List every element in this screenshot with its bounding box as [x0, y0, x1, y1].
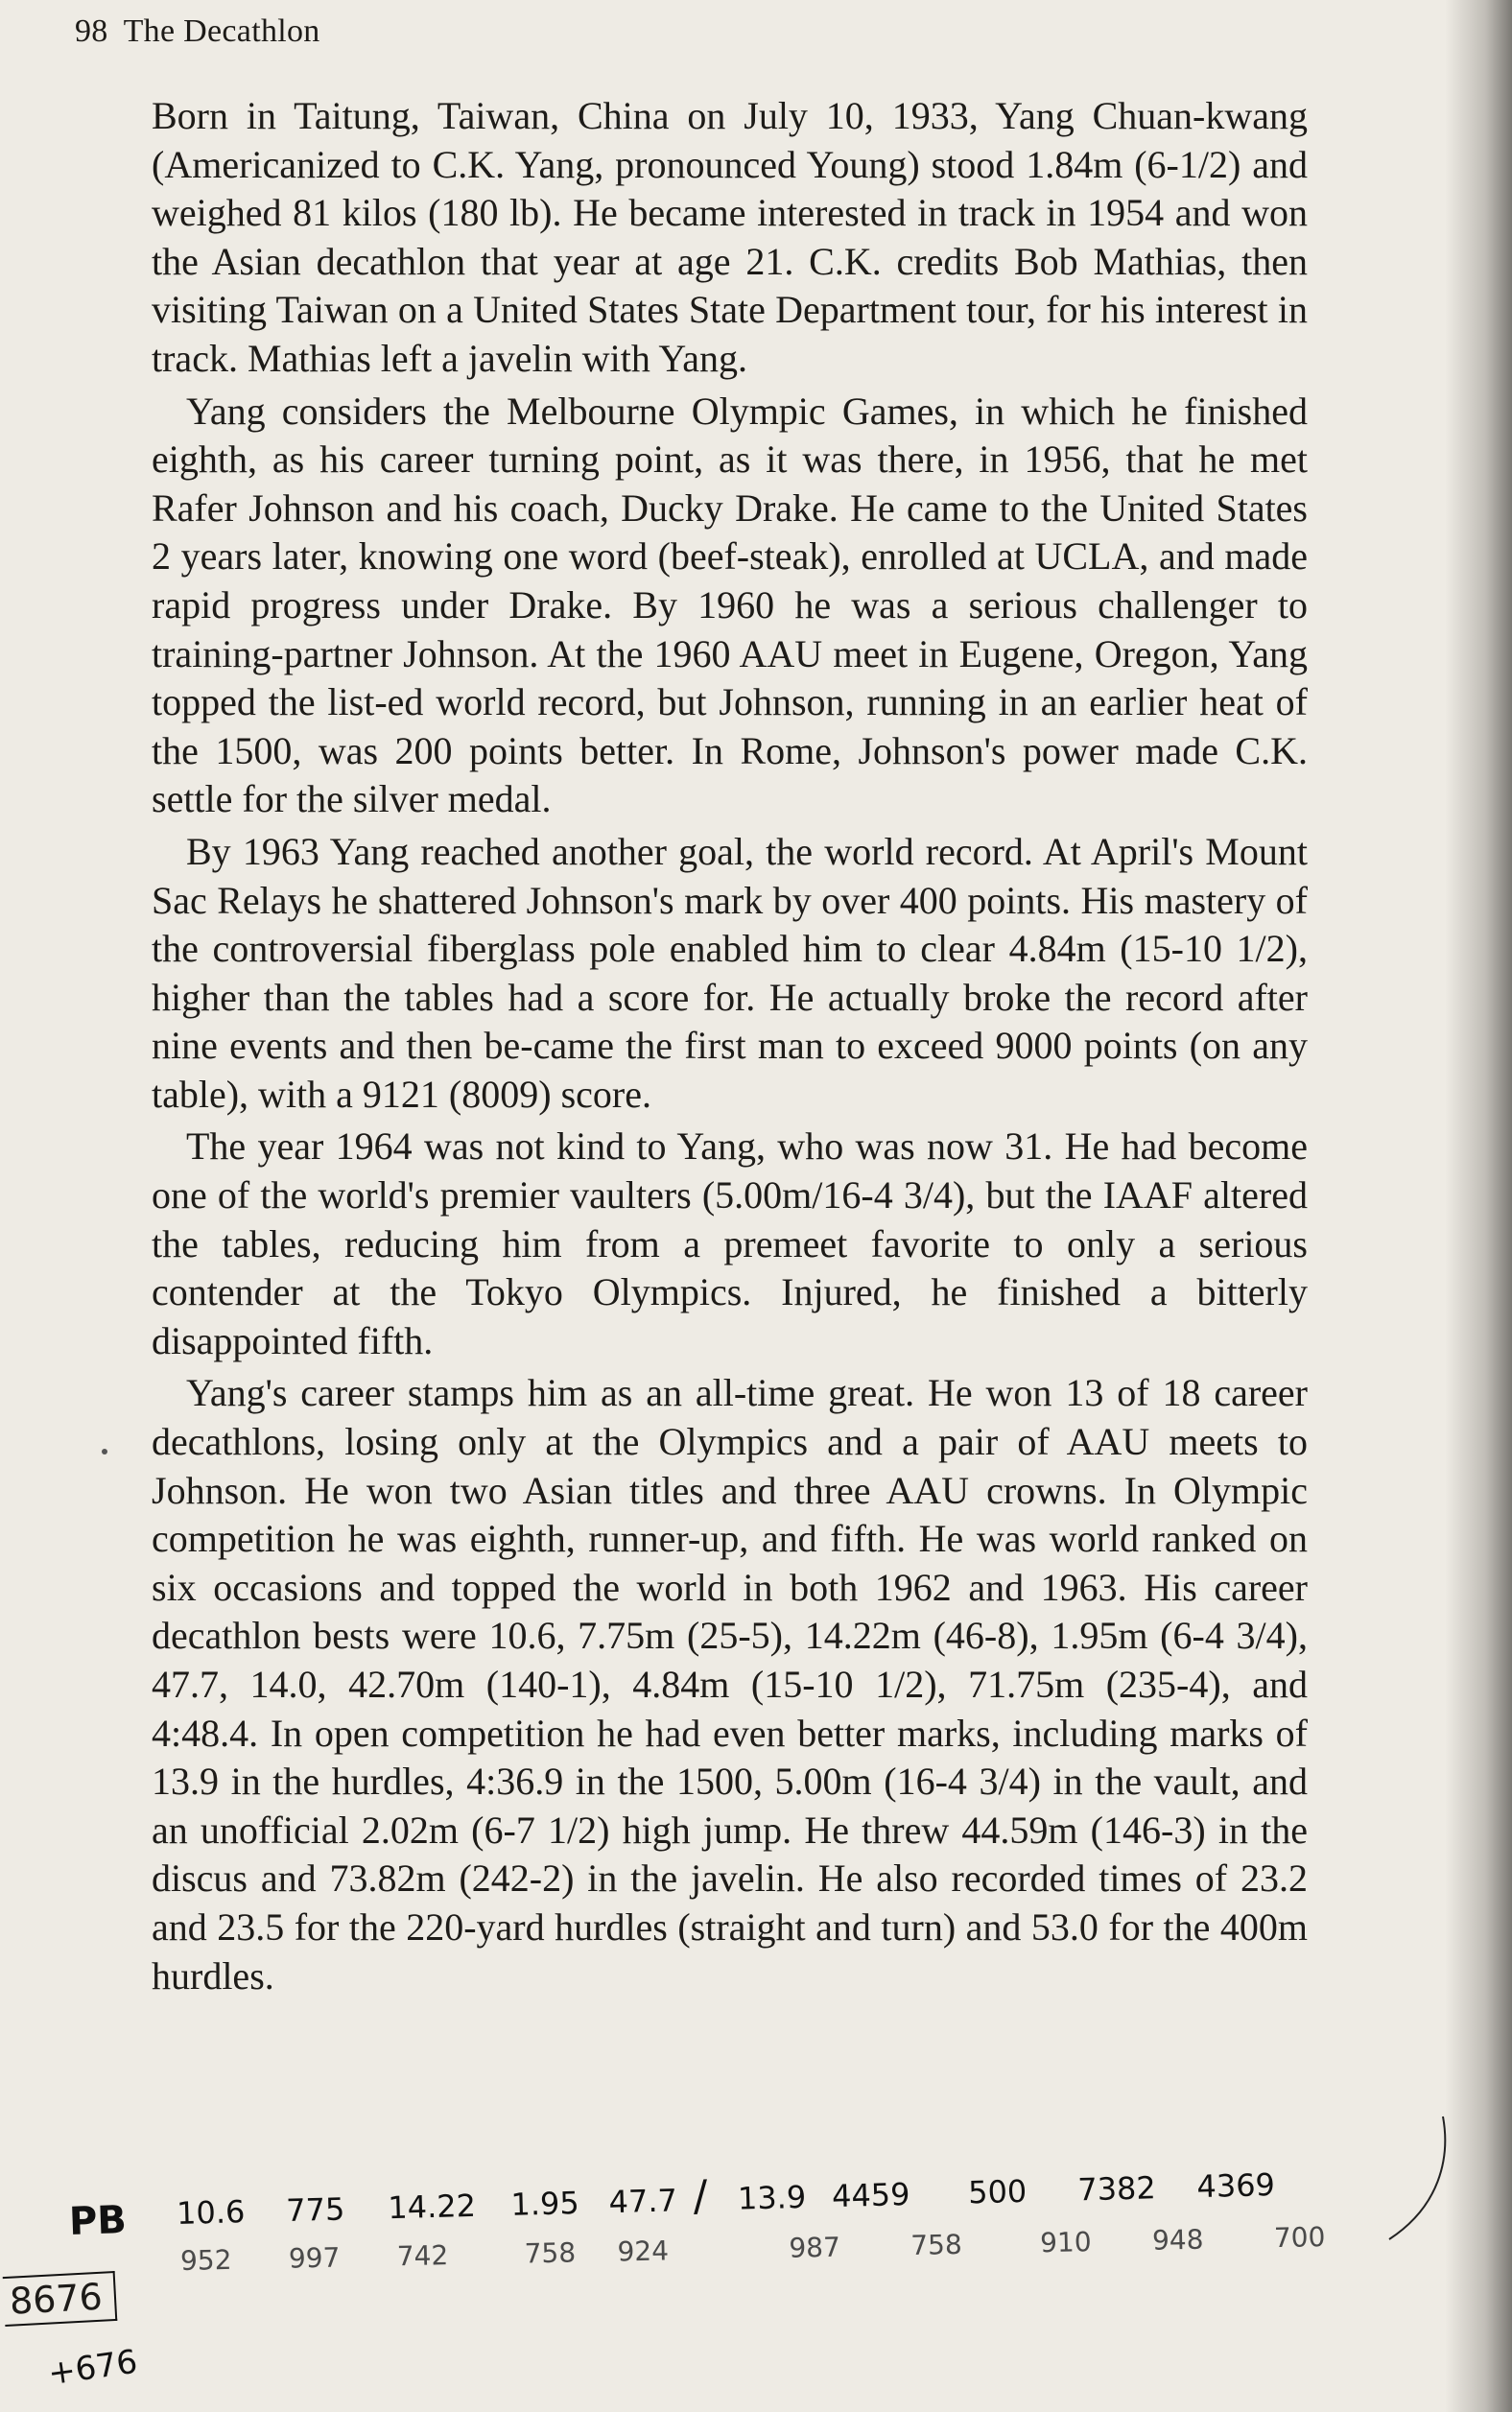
handwritten-mark: 4459	[831, 2175, 910, 2215]
handwritten-plus-note: +676	[45, 2342, 140, 2394]
pencil-curve-mark	[1382, 2111, 1458, 2245]
handwritten-mark: 47.7	[608, 2182, 678, 2221]
handwritten-points: 952	[179, 2243, 232, 2277]
running-header	[75, 13, 320, 50]
handwritten-mark: 500	[967, 2172, 1028, 2211]
handwritten-points: 948	[1151, 2223, 1204, 2257]
margin-speck	[102, 1449, 107, 1454]
handwritten-mark: 775	[285, 2190, 345, 2230]
handwritten-points: 758	[910, 2228, 963, 2262]
handwritten-pb-label: PB	[68, 2197, 128, 2245]
handwritten-total-box: 8676	[3, 2271, 117, 2327]
handwritten-points: 910	[1039, 2226, 1092, 2259]
paragraph-4: The year 1964 was not kind to Yang, who was now 31. He had become one of the world's premier vaulters (5.00m/16-4 3/4), but the IAAF altered the tables, reducing him from a premeet favorite to only a serious contender at the Tokyo Olympics. Injured, he finished a bitterly disappointed fifth.	[152, 1124, 1308, 1362]
handwritten-mark: 13.9	[737, 2178, 807, 2217]
article-body	[152, 92, 1308, 2000]
handwritten-mark: 14.22	[387, 2187, 477, 2227]
page-edge-shadow	[1445, 0, 1512, 2412]
running-title: The Decathlon	[123, 13, 320, 49]
handwritten-mark: 1.95	[509, 2185, 580, 2223]
handwritten-divider: /	[693, 2171, 709, 2221]
handwritten-mark: 4369	[1195, 2166, 1276, 2206]
paragraph-5: Yang's career stamps him as an all-time great. He won 13 of 18 career decathlons, losing only at the Olympics and a pair of AAU meets to Johnson. He won two Asian titles and three AAU crowns. In Olympic competition he was eighth, runner-up, and fifth. He was world ranked on six occasions and topped the world in both 1962 and 1963. His career decathlon bests were 10.6, 7.75m (25-5), 14.22m (46-8), 1.95m (6-4 3/4), 47.7, 14.0, 42.70m (140-1), 4.84m (15-10 1/2), 71.75m (235-4), and 4:48.4. In open competition he had even better marks, including marks of 13.9 in the hurdles, 4:36.9 in the 1500, 5.00m (16-4 3/4) in the vault, and an unofficial 2.02m (6-7 1/2) high jump. He threw 44.59m (146-3) in the discus and 73.82m (242-2) in the javelin. He also recorded times of 23.2 and 23.5 for the 220-yard hurdles (straight and turn) and 53.0 for the 400m hurdles.	[152, 1371, 1308, 1998]
handwritten-points: 924	[617, 2235, 670, 2268]
page-number: 98	[75, 13, 108, 49]
paragraph-3: By 1963 Yang reached another goal, the world record. At April's Mount Sac Relays he shattered Johnson's mark by over 400 points. His mastery of the controversial fiberglass pole enabled him to clear 4.84m (15-10 1/2), higher than the tables had a score for. He actually broke the record after nine events and then be-came the first man to exceed 9000 points (on any table), with a 9121 (8009) score.	[152, 829, 1308, 1116]
handwritten-points: 758	[524, 2236, 577, 2270]
handwritten-points: 742	[396, 2239, 449, 2273]
paragraph-2: Yang considers the Melbourne Olympic Games, in which he finished eighth, as his career turning point, as it was there, in 1956, that he met Rafer Johnson and his coach, Ducky Drake. He came to the United States 2 years later, knowing one word (beef-steak), enrolled at UCLA, and made rapid progress under Drake. By 1960 he was a serious challenger to training-partner Johnson. At the 1960 AAU meet in Eugene, Oregon, Yang topped the list-ed world record, but Johnson, running in an earlier heat of the 1500, was 200 points better. In Rome, Johnson's power made C.K. settle for the silver medal.	[152, 389, 1308, 821]
paragraph-1: Born in Taitung, Taiwan, China on July 10, 1933, Yang Chuan-kwang (Americanized to C.K. Yang, pronounced Young) stood 1.84m (6-1/2) and weighed 81 kilos (180 lb). He became interested in track in 1954 and won the Asian decathlon that year at age 21. C.K. credits Bob Mathias, then visiting Taiwan on a United States State Department tour, for his interest in track. Mathias left a javelin with Yang.	[152, 94, 1308, 380]
handwritten-mark: 10.6	[176, 2193, 246, 2232]
handwritten-points: 987	[789, 2231, 841, 2264]
handwritten-marks-row	[176, 2157, 1293, 2235]
handwritten-points: 700	[1273, 2221, 1326, 2255]
handwritten-mark: 7382	[1076, 2169, 1157, 2209]
handwritten-points: 997	[288, 2241, 341, 2275]
